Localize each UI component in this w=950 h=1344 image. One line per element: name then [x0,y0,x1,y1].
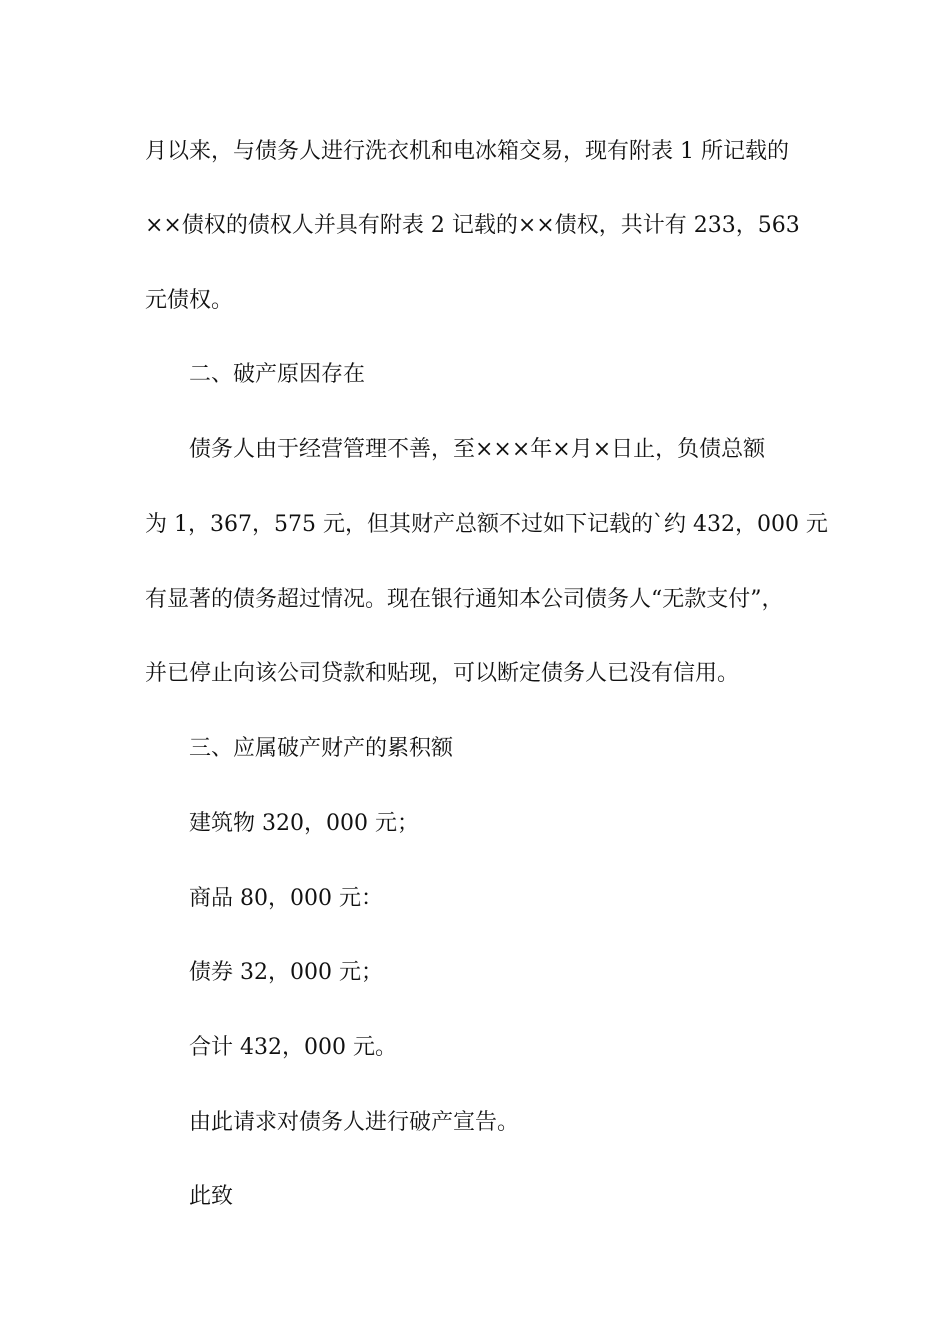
paragraph-line: 债务人由于经营管理不善，至×××年×月×日止，负债总额 [189,437,766,462]
paragraph-line: 有显著的债务超过情况。现在银行通知本公司债务人“无款支付”， [145,587,784,612]
request-statement: 由此请求对债务人进行破产宣告。 [189,1110,520,1135]
section-heading: 三、应属破产财产的累积额 [189,736,454,761]
asset-item: 债券 32，000 元； [189,960,383,985]
asset-item: 商品 80，000 元： [189,886,383,911]
paragraph-line: 并已停止向该公司贷款和贴现，可以断定债务人已没有信用。 [145,661,740,686]
closing-salutation: 此致 [189,1184,234,1209]
paragraph-line: 为 1，367，575 元，但其财产总额不过如下记载的`约 432，000 元 [145,512,828,537]
paragraph-line: ××债权的债权人并具有附表 2 记载的××债权，共计有 233，563 [145,213,800,238]
paragraph-line: 元债权。 [145,288,234,313]
asset-item: 建筑物 320，000 元； [189,811,419,836]
section-heading: 二、破产原因存在 [189,362,366,387]
asset-total: 合计 432，000 元。 [189,1035,397,1060]
paragraph-line: 月以来，与债务人进行洗衣机和电冰箱交易，现有附表 1 所记载的 [145,139,789,164]
